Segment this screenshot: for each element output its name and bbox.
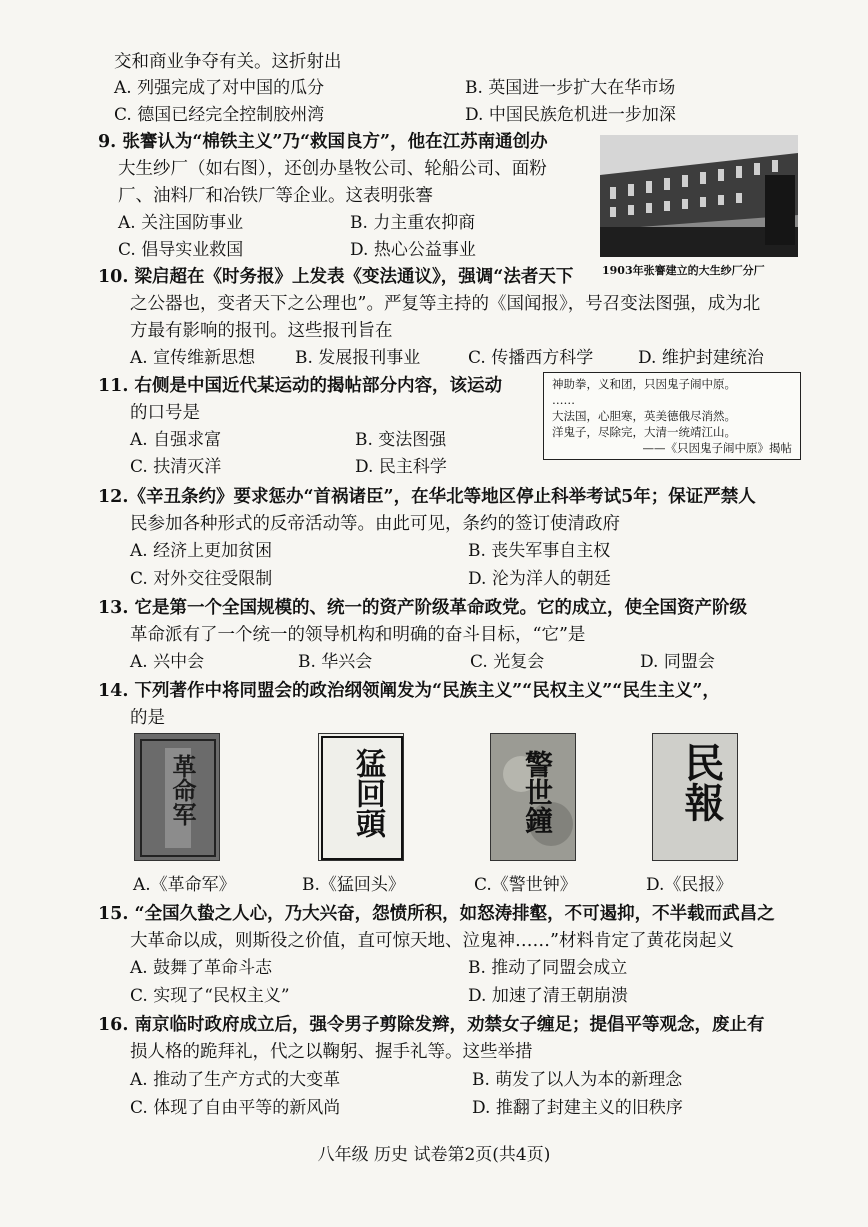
q10-stem-line1: 10. 梁启超在《时务报》上发表《变法通议》，强调“法者天下 bbox=[98, 267, 574, 287]
cover-jingshizhong-image bbox=[490, 733, 576, 861]
q15-stem-line2: 大革命以成，则斯役之价值，直可惊天地、泣鬼神……”材料肯定了黄花岗起义 bbox=[130, 931, 734, 951]
q11-option-c: C. 扶清灭洋 bbox=[130, 457, 222, 477]
q12-stem-line2: 民参加各种形式的反帝活动等。由此可见，条约的签订使清政府 bbox=[130, 514, 620, 534]
q16-stem-line1: 16. 南京临时政府成立后，强令男子剪除发辫，劝禁女子缠足；提倡平等观念，废止有 bbox=[98, 1015, 765, 1035]
q13-option-a: A. 兴中会 bbox=[130, 652, 205, 672]
cover-menghuitou-image bbox=[318, 733, 404, 861]
q10-stem-line2: 之公器也，变者天下之公理也”。严复等主持的《国闻报》，号召变法图强，成为北 bbox=[130, 294, 761, 314]
q14-option-d: D.《民报》 bbox=[646, 875, 733, 895]
cover-minbao-image bbox=[652, 733, 738, 861]
q12-option-d: D. 沦为洋人的朝廷 bbox=[468, 569, 611, 589]
q10-option-d: D. 维护封建统治 bbox=[638, 348, 764, 368]
q9-option-c: C. 倡导实业救国 bbox=[118, 240, 244, 260]
q16-option-d: D. 推翻了封建主义的旧秩序 bbox=[472, 1098, 683, 1118]
q12-option-c: C. 对外交往受限制 bbox=[130, 569, 273, 589]
q8-option-a: A. 列强完成了对中国的瓜分 bbox=[114, 78, 325, 98]
q12-stem-line1: 12.《辛丑条约》要求惩办“首祸诸臣”，在华北等地区停止科举考试5年；保证严禁人 bbox=[98, 487, 756, 507]
q14-option-b: B.《猛回头》 bbox=[302, 875, 405, 895]
q14-stem-line1: 14. 下列著作中将同盟会的政治纲领阐发为“民族主义”“民权主义”“民生主义”， bbox=[98, 681, 720, 701]
q12-option-a: A. 经济上更加贫困 bbox=[130, 541, 273, 561]
q9-option-d: D. 热心公益事业 bbox=[350, 240, 476, 260]
q11-option-b: B. 变法图强 bbox=[355, 430, 447, 450]
q13-option-c: C. 光复会 bbox=[470, 652, 545, 672]
q11-stem-line1: 11. 右侧是中国近代某运动的揭帖部分内容，该运动 bbox=[98, 376, 503, 396]
q10-option-a: A. 宣传维新思想 bbox=[130, 348, 256, 368]
cover-gemingjun-image bbox=[134, 733, 220, 861]
q16-option-b: B. 萌发了以人为本的新理念 bbox=[472, 1070, 683, 1090]
q14-option-a: A.《革命军》 bbox=[133, 875, 236, 895]
q14-stem-line2: 的是 bbox=[130, 708, 165, 728]
q16-stem-line2: 损人格的跪拜礼，代之以鞠躬、握手礼等。这些举措 bbox=[130, 1042, 533, 1062]
q13-option-b: B. 华兴会 bbox=[298, 652, 373, 672]
q15-stem-line1: 15. “全国久蛰之人心，乃大兴奋，怨愤所积，如怒涛排壑，不可遏抑，不半载而武昌之 bbox=[98, 904, 775, 924]
cover-jingshizhong-title: 警世鐘 bbox=[521, 750, 554, 834]
quote-line: …… bbox=[552, 393, 575, 407]
q16-option-c: C. 体现了自由平等的新风尚 bbox=[130, 1098, 341, 1118]
q9-stem-line2: 大生纱厂（如右图），还创办垦牧公司、轮船公司、面粉 bbox=[118, 159, 547, 179]
q13-stem-line2: 革命派有了一个统一的领导机构和明确的奋斗目标，“它”是 bbox=[130, 625, 586, 645]
boxer-poster-quote bbox=[543, 372, 801, 460]
factory-photo bbox=[600, 135, 798, 257]
cover-menghuitou-title: 猛回頭 bbox=[350, 748, 385, 838]
q15-option-c: C. 实现了“民权主义” bbox=[130, 986, 290, 1006]
q13-option-d: D. 同盟会 bbox=[640, 652, 715, 672]
q12-option-b: B. 丧失军事自主权 bbox=[468, 541, 611, 561]
page-footer: 八年级 历史 试卷第2页(共4页) bbox=[317, 1145, 551, 1165]
q9-stem-line1: 9. 张謇认为“棉铁主义”乃“救国良方”，他在江苏南通创办 bbox=[98, 132, 548, 152]
quote-line: 洋鬼子，尽除完，大清一统靖江山。 bbox=[552, 425, 736, 439]
q11-option-a: A. 自强求富 bbox=[130, 430, 222, 450]
q9-stem-line3: 厂、油料厂和冶铁厂等企业。这表明张謇 bbox=[118, 186, 433, 206]
cover-gemingjun-title: 革命军 bbox=[168, 754, 197, 826]
q9-option-b: B. 力主重农抑商 bbox=[350, 213, 476, 233]
q10-stem-line3: 方最有影响的报刊。这些报刊旨在 bbox=[130, 321, 393, 341]
q14-option-c: C.《警世钟》 bbox=[474, 875, 577, 895]
quote-source: ——《只因鬼子闹中原》揭帖 bbox=[642, 441, 792, 455]
q11-option-d: D. 民主科学 bbox=[355, 457, 447, 477]
quote-line: 大法国，心胆寒，英美德俄尽消然。 bbox=[552, 409, 736, 423]
factory-photo-caption: 1903年张謇建立的大生纱厂分厂 bbox=[602, 264, 765, 277]
q13-stem-line1: 13. 它是第一个全国规模的、统一的资产阶级革命政党。它的成立，使全国资产阶级 bbox=[98, 598, 748, 618]
quote-line: 神助拳，义和团，只因鬼子闹中原。 bbox=[552, 377, 736, 391]
q9-option-a: A. 关注国防事业 bbox=[118, 213, 244, 233]
q15-option-b: B. 推动了同盟会成立 bbox=[468, 958, 628, 978]
q10-option-c: C. 传播西方科学 bbox=[468, 348, 594, 368]
q8-option-c: C. 德国已经完全控制胶州湾 bbox=[114, 105, 325, 125]
q11-stem-line2: 的口号是 bbox=[130, 403, 200, 423]
q8-option-b: B. 英国进一步扩大在华市场 bbox=[465, 78, 676, 98]
q16-option-a: A. 推动了生产方式的大变革 bbox=[130, 1070, 341, 1090]
q15-option-d: D. 加速了清王朝崩溃 bbox=[468, 986, 628, 1006]
q10-option-b: B. 发展报刊事业 bbox=[295, 348, 421, 368]
q15-option-a: A. 鼓舞了革命斗志 bbox=[130, 958, 273, 978]
q8-option-d: D. 中国民族危机进一步加深 bbox=[465, 105, 676, 125]
q8-stem-tail: 交和商业争夺有关。这折射出 bbox=[114, 52, 342, 72]
cover-minbao-title: 民報 bbox=[678, 742, 725, 822]
